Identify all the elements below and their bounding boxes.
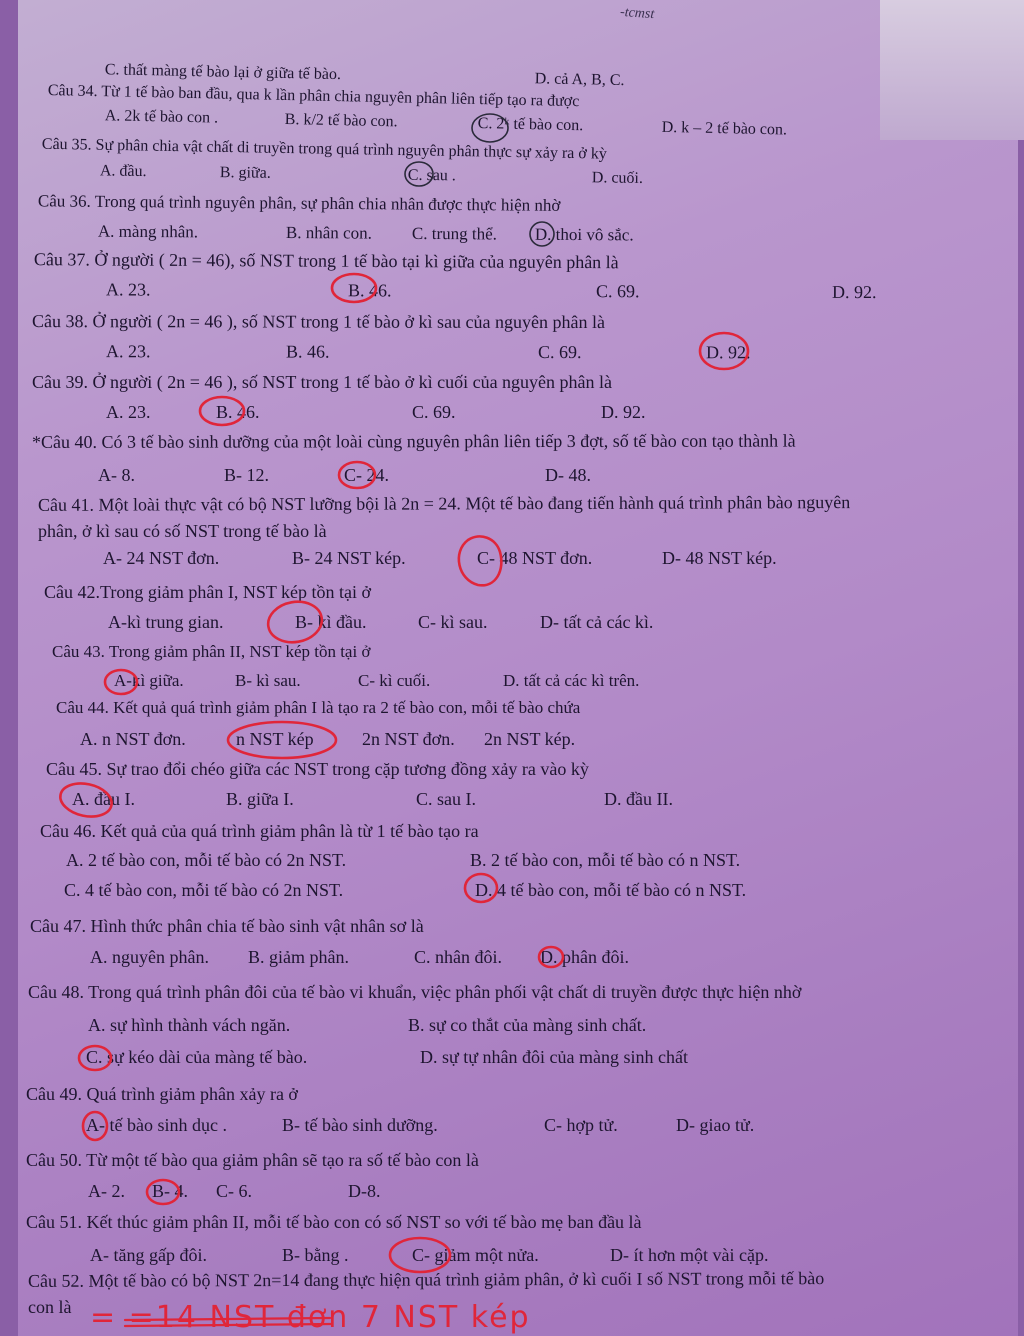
answer-option: A- 24 NST đơn. <box>103 548 220 568</box>
answer-option: 2n NST kép. <box>484 729 576 749</box>
answer-option: C. 2ᵏ tế bào con. <box>477 115 584 135</box>
answer-option: D-8. <box>348 1181 381 1201</box>
answer-option: A. 23. <box>106 402 151 422</box>
answer-option: B. sự co thắt của màng sinh chất. <box>408 1015 647 1035</box>
answer-option: C. 69. <box>595 281 640 302</box>
answer-option: A-kì giữa. <box>114 671 184 690</box>
answer-option: C- 6. <box>216 1181 252 1201</box>
answer-option: D- 48 NST kép. <box>662 548 777 568</box>
answer-option: A. đầu I. <box>72 789 135 809</box>
question-stem: Câu 46. Kết quả của quá trình giảm phân là từ 1 tế bào tạo ra <box>40 821 479 841</box>
answer-option: B. giữa. <box>219 164 271 182</box>
handwritten-answer: = =14 NST đơn 7 NST kép <box>90 1300 531 1335</box>
answer-option: D- tất cả các kì. <box>540 612 654 632</box>
answer-option: A- 8. <box>98 465 135 485</box>
answer-option: B- tế bào sinh dưỡng. <box>282 1115 438 1135</box>
question-stem: Câu 48. Trong quá trình phân đôi của tế bào vi khuẩn, việc phân phối vật chất di truyền được thực hiện nhờ <box>28 982 802 1002</box>
answer-option: C. sau I. <box>416 789 476 809</box>
answer-option: D. đầu II. <box>604 789 673 809</box>
answer-option: B. 2 tế bào con, mỗi tế bào có n NST. <box>470 850 741 870</box>
answer-option: D. sự tự nhân đôi của màng sinh chất <box>420 1047 688 1067</box>
answer-option: A. màng nhân. <box>97 221 199 242</box>
answer-option: A. đầu. <box>99 162 147 181</box>
answer-option: A. nguyên phân. <box>90 947 209 967</box>
question-stem: phân, ở kì sau có số NST trong tế bào là <box>38 521 327 541</box>
answer-option: C- giảm một nửa. <box>412 1245 539 1265</box>
answer-option: D- giao tử. <box>676 1115 755 1135</box>
answer-option: A- tế bào sinh dục . <box>86 1115 227 1135</box>
answer-option: A. 23. <box>105 279 151 300</box>
answer-option: A-kì trung gian. <box>108 612 224 632</box>
answer-option: B- kì sau. <box>235 671 301 690</box>
answer-option: A. 23. <box>105 341 151 362</box>
answer-option: D. cuối. <box>591 169 644 187</box>
answer-option: C. trung thể. <box>411 223 497 244</box>
question-stem: Câu 42.Trong giảm phân I, NST kép tồn tại ở <box>44 582 372 602</box>
answer-option: A. n NST đơn. <box>80 729 186 749</box>
answer-option: n NST kép <box>236 729 314 749</box>
answer-option: D. thoi vô sắc. <box>534 224 634 245</box>
question-stem: *Câu 40. Có 3 tế bào sinh dưỡng của một loài cùng nguyên phân liên tiếp 3 đợt, số tế bào con tạo thành là <box>31 430 796 452</box>
question-stem: Câu 50. Từ một tế bào qua giảm phân sẽ tạo ra số tế bào con là <box>26 1150 479 1170</box>
answer-option: D. 92. <box>705 342 751 363</box>
answer-option: D. 92. <box>831 281 877 303</box>
answer-option: D. 92. <box>601 402 646 422</box>
answer-option: C- 48 NST đơn. <box>477 548 593 568</box>
question-stem: Câu 49. Quá trình giảm phân xảy ra ở <box>26 1084 298 1104</box>
answer-option: B- bằng . <box>282 1245 349 1265</box>
answer-option: C. sự kéo dài của màng tế bào. <box>86 1047 308 1067</box>
answer-option: B. nhân con. <box>285 222 372 243</box>
answer-option: A- tăng gấp đôi. <box>90 1245 207 1265</box>
answer-option: A- 2. <box>88 1181 125 1201</box>
answer-option: C- hợp tử. <box>544 1115 618 1135</box>
answer-option: B. 46. <box>285 341 330 362</box>
answer-option: B- kì đầu. <box>295 612 367 632</box>
answer-option: C- kì cuối. <box>358 671 431 690</box>
question-stem: Câu 38. Ở người ( 2n = 46 ), số NST trong 1 tế bào ở kì sau của nguyên phân là <box>31 311 606 333</box>
question-stem: Câu 39. Ở người ( 2n = 46 ), số NST trong 1 tế bào ở kì cuối của nguyên phân là <box>32 372 613 392</box>
answer-option: 2n NST đơn. <box>362 729 455 749</box>
question-stem: Câu 52. Một tế bào có bộ NST 2n=14 đang thực hiện quá trình giảm phân, ở kì cuối I số NST trong mỗi tế bào <box>27 1268 825 1291</box>
question-stem: Câu 51. Kết thúc giảm phân II, mỗi tế bào con có số NST so với tế bào mẹ ban đầu là <box>26 1212 642 1232</box>
answer-option: B- 24 NST kép. <box>292 548 406 568</box>
question-stem: Câu 35. Sự phân chia vật chất di truyền trong quá trình nguyên phân thực sự xảy ra ở kỳ <box>41 135 607 163</box>
question-stem: Câu 37. Ở người ( 2n = 46), số NST trong 1 tế bào tại kì giữa của nguyên phân là <box>33 249 619 273</box>
answer-option: B. 46. <box>216 402 260 422</box>
answer-option: B. giảm phân. <box>248 947 349 967</box>
answer-option: C. 69. <box>412 402 456 422</box>
answer-option: C. sau . <box>407 166 456 185</box>
answer-option: B- 12. <box>224 465 269 485</box>
answer-option: D- ít hơn một vài cặp. <box>610 1245 769 1265</box>
answer-option: B- 4. <box>152 1181 188 1201</box>
answer-option: B. k/2 tế bào con. <box>284 110 398 131</box>
answer-option: D. k – 2 tế bào con. <box>661 118 788 139</box>
answer-option: A. 2 tế bào con, mỗi tế bào có 2n NST. <box>66 850 347 870</box>
question-stem: con là <box>28 1297 72 1317</box>
answer-option: D. 4 tế bào con, mỗi tế bào có n NST. <box>475 880 747 900</box>
question-stem: Câu 41. Một loài thực vật có bộ NST lưỡng bội là 2n = 24. Một tế bào đang tiến hành quá trình phân bào nguyên <box>37 492 851 515</box>
question-stem: Câu 44. Kết quả quá trình giảm phân I là tạo ra 2 tế bào con, mỗi tế bào chứa <box>56 698 581 717</box>
answer-option: D- 48. <box>545 465 591 485</box>
answer-option: A. sự hình thành vách ngăn. <box>88 1015 291 1035</box>
answer-option: C. 69. <box>537 341 582 363</box>
answer-option: D. cả A, B, C. <box>534 70 625 90</box>
answer-option: B. giữa I. <box>226 789 294 809</box>
answer-option: C. nhân đôi. <box>414 947 502 967</box>
answer-option: C- 24. <box>344 465 389 485</box>
answer-option: B. 46. <box>347 280 392 301</box>
question-stem: Câu 34. Từ 1 tế bào ban đầu, qua k lần phân chia nguyên phân liên tiếp tạo ra được <box>47 82 580 111</box>
answer-option: C. 4 tế bào con, mỗi tế bào có 2n NST. <box>64 880 344 900</box>
background-sheet <box>880 0 1024 140</box>
answer-option: C- kì sau. <box>418 612 488 632</box>
question-stem: Câu 47. Hình thức phân chia tế bào sinh vật nhân sơ là <box>30 916 424 936</box>
question-stem: Câu 45. Sự trao đổi chéo giữa các NST trong cặp tương đồng xảy ra vào kỳ <box>46 759 589 779</box>
answer-option: D. phân đôi. <box>540 947 629 967</box>
corner-note: -tcmst <box>619 4 655 23</box>
question-stem: Câu 43. Trong giảm phân II, NST kép tồn tại ở <box>52 642 371 661</box>
answer-option: C. thất màng tế bào lại ở giữa tế bào. <box>104 61 342 84</box>
answer-option: A. 2k tế bào con . <box>104 107 219 127</box>
answer-option: D. tất cả các kì trên. <box>503 671 640 690</box>
question-stem: Câu 36. Trong quá trình nguyên phân, sự phân chia nhân được thực hiện nhờ <box>37 191 561 215</box>
